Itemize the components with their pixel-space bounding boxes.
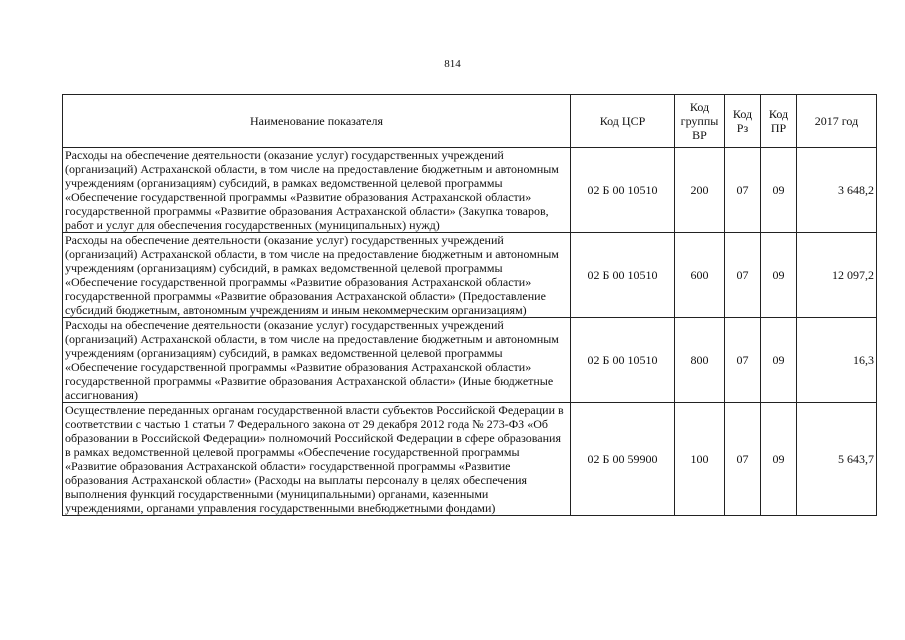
table-row xyxy=(63,403,877,516)
row-rz-code: 07 xyxy=(725,148,761,233)
row-vr-code: 100 xyxy=(675,403,725,516)
header-pr-code: Код ПР xyxy=(761,95,797,148)
row-csr-code: 02 Б 00 10510 xyxy=(571,148,675,233)
header-name: Наименование показателя xyxy=(63,95,571,148)
budget-table xyxy=(62,94,877,516)
row-rz-code: 07 xyxy=(725,318,761,403)
row-name: Расходы на обеспечение деятельности (оказание услуг) государственных учреждений (организаций) Астраханской области, в том числе на предоставление бюджетным и автономным учреждениям (организациям) субсидий, в рамках ведомственной целевой программы «Обеспечение государственной программы «Развитие образования Астраханской области» государственной программы «Развитие образования Астраханской области» (Предоставление субсидий бюджетным, автономным учреждениям и иным некоммерческим организациям) xyxy=(63,233,571,318)
row-name: Расходы на обеспечение деятельности (оказание услуг) государственных учреждений (организаций) Астраханской области, в том числе на предоставление бюджетным и автономным учреждениям (организациям) субсидий, в рамках ведомственной целевой программы «Обеспечение государственной программы «Развитие образования Астраханской области» государственной программы «Развитие образования Астраханской области» (Иные бюджетные ассигнования) xyxy=(63,318,571,403)
row-vr-code: 200 xyxy=(675,148,725,233)
row-rz-code: 07 xyxy=(725,233,761,318)
header-csr-code: Код ЦСР xyxy=(571,95,675,148)
row-csr-code: 02 Б 00 59900 xyxy=(571,403,675,516)
row-csr-code: 02 Б 00 10510 xyxy=(571,233,675,318)
row-csr-code: 02 Б 00 10510 xyxy=(571,318,675,403)
row-amount: 5 643,7 xyxy=(797,403,877,516)
row-amount: 12 097,2 xyxy=(797,233,877,318)
row-pr-code: 09 xyxy=(761,148,797,233)
row-name: Осуществление переданных органам государственной власти субъектов Российской Федерации в соответствии с частью 1 статьи 7 Федерального закона от 29 декабря 2012 года № 273-ФЗ «Об образовании в Российской Федерации» полномочий Российской Федерации в сфере образования в рамках ведомственной целевой программы «Обеспечение государственной программы «Развитие образования Астраханской области» государственной программы «Развитие образования Астраханской области» (Расходы на выплаты персоналу в целях обеспечения выполнения функций государственными (муниципальными) органами, казенными учреждениями, органами управления государственными внебюджетными фондами) xyxy=(63,403,571,516)
row-amount: 16,3 xyxy=(797,318,877,403)
row-vr-code: 800 xyxy=(675,318,725,403)
header-vr-code: Код группы ВР xyxy=(675,95,725,148)
row-name: Расходы на обеспечение деятельности (оказание услуг) государственных учреждений (организаций) Астраханской области, в том числе на предоставление бюджетным и автономным учреждениям (организациям) субсидий, в рамках ведомственной целевой программы «Обеспечение государственной программы «Развитие образования Астраханской области» государственной программы «Развитие образования Астраханской области» (Закупка товаров, работ и услуг для обеспечения государственных (муниципальных) нужд) xyxy=(63,148,571,233)
row-pr-code: 09 xyxy=(761,318,797,403)
row-rz-code: 07 xyxy=(725,403,761,516)
row-amount: 3 648,2 xyxy=(797,148,877,233)
row-pr-code: 09 xyxy=(761,233,797,318)
table-header-row xyxy=(63,95,877,148)
page-number: 814 xyxy=(444,58,461,70)
header-year: 2017 год xyxy=(797,95,877,148)
table-row xyxy=(63,233,877,318)
table-row xyxy=(63,148,877,233)
table-row xyxy=(63,318,877,403)
row-pr-code: 09 xyxy=(761,403,797,516)
row-vr-code: 600 xyxy=(675,233,725,318)
header-rz-code: Код Рз xyxy=(725,95,761,148)
